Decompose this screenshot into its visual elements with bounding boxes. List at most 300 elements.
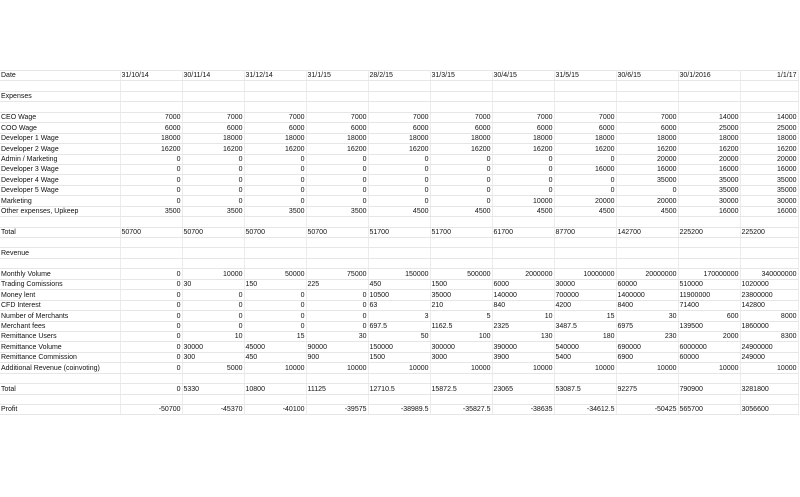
table-cell[interactable]: [492, 133, 554, 143]
table-cell[interactable]: [554, 269, 616, 279]
table-cell[interactable]: [554, 352, 616, 362]
table-cell[interactable]: [616, 342, 678, 352]
table-cell[interactable]: [182, 71, 244, 81]
table-cell[interactable]: [430, 300, 492, 310]
table-cell[interactable]: [368, 384, 430, 394]
table-cell[interactable]: [368, 321, 430, 331]
table-cell[interactable]: [244, 290, 306, 300]
table-cell[interactable]: [740, 405, 798, 415]
table-cell[interactable]: [120, 248, 182, 258]
table-cell[interactable]: [554, 175, 616, 185]
row-label-cell[interactable]: Developer 4 Wage: [0, 175, 120, 185]
table-cell[interactable]: [616, 258, 678, 268]
table-cell[interactable]: [554, 373, 616, 383]
table-cell[interactable]: [554, 321, 616, 331]
row-label-cell[interactable]: Admin / Marketing: [0, 154, 120, 164]
table-cell[interactable]: [182, 81, 244, 91]
table-cell[interactable]: [244, 123, 306, 133]
table-cell[interactable]: [120, 321, 182, 331]
table-cell[interactable]: [244, 300, 306, 310]
table-cell[interactable]: [182, 352, 244, 362]
row-label-cell[interactable]: Trading Comissions: [0, 279, 120, 289]
table-cell[interactable]: [492, 258, 554, 268]
table-cell[interactable]: [554, 300, 616, 310]
table-cell[interactable]: [306, 217, 368, 227]
table-cell[interactable]: [616, 144, 678, 154]
table-cell[interactable]: [678, 352, 740, 362]
table-cell[interactable]: [306, 311, 368, 321]
row-label-cell[interactable]: [0, 258, 120, 268]
table-cell[interactable]: [244, 269, 306, 279]
row-label-cell[interactable]: [0, 217, 120, 227]
table-cell[interactable]: [368, 311, 430, 321]
table-cell[interactable]: [740, 144, 798, 154]
table-cell[interactable]: [616, 71, 678, 81]
row-label-cell[interactable]: Developer 3 Wage: [0, 164, 120, 174]
table-cell[interactable]: [616, 227, 678, 237]
table-cell[interactable]: [492, 102, 554, 112]
table-cell[interactable]: [616, 331, 678, 341]
table-cell[interactable]: [306, 71, 368, 81]
table-cell[interactable]: [740, 311, 798, 321]
row-label-cell[interactable]: Remittance Users: [0, 331, 120, 341]
table-cell[interactable]: [182, 258, 244, 268]
table-cell[interactable]: [306, 405, 368, 415]
table-cell[interactable]: [368, 269, 430, 279]
table-cell[interactable]: [554, 258, 616, 268]
table-cell[interactable]: [678, 123, 740, 133]
table-cell[interactable]: [554, 91, 616, 101]
table-cell[interactable]: [492, 331, 554, 341]
table-cell[interactable]: [616, 363, 678, 373]
table-cell[interactable]: [120, 112, 182, 122]
table-cell[interactable]: [554, 154, 616, 164]
table-cell[interactable]: [740, 154, 798, 164]
row-label-cell[interactable]: Merchant fees: [0, 321, 120, 331]
row-label-cell[interactable]: Developer 2 Wage: [0, 144, 120, 154]
table-cell[interactable]: [492, 290, 554, 300]
table-cell[interactable]: [492, 384, 554, 394]
table-cell[interactable]: [368, 363, 430, 373]
table-cell[interactable]: [120, 164, 182, 174]
table-cell[interactable]: [368, 164, 430, 174]
table-cell[interactable]: [368, 217, 430, 227]
table-cell[interactable]: [740, 248, 798, 258]
table-cell[interactable]: [740, 331, 798, 341]
table-cell[interactable]: [244, 112, 306, 122]
table-cell[interactable]: [616, 384, 678, 394]
table-cell[interactable]: [740, 363, 798, 373]
table-cell[interactable]: [740, 175, 798, 185]
row-label-cell[interactable]: Total: [0, 384, 120, 394]
row-label-cell[interactable]: Remittance Volume: [0, 342, 120, 352]
table-cell[interactable]: [554, 363, 616, 373]
table-cell[interactable]: [182, 91, 244, 101]
table-cell[interactable]: [244, 102, 306, 112]
table-cell[interactable]: [492, 206, 554, 216]
table-cell[interactable]: [492, 185, 554, 195]
table-cell[interactable]: [368, 238, 430, 248]
table-cell[interactable]: [182, 144, 244, 154]
table-cell[interactable]: [306, 279, 368, 289]
table-cell[interactable]: [430, 258, 492, 268]
table-cell[interactable]: [678, 175, 740, 185]
table-cell[interactable]: [554, 133, 616, 143]
table-cell[interactable]: [616, 269, 678, 279]
table-cell[interactable]: [306, 154, 368, 164]
table-cell[interactable]: [306, 238, 368, 248]
table-cell[interactable]: [244, 384, 306, 394]
table-cell[interactable]: [120, 227, 182, 237]
table-cell[interactable]: [306, 102, 368, 112]
table-cell[interactable]: [492, 81, 554, 91]
table-cell[interactable]: [430, 91, 492, 101]
table-cell[interactable]: [492, 321, 554, 331]
row-label-cell[interactable]: Total: [0, 227, 120, 237]
table-cell[interactable]: [182, 290, 244, 300]
table-cell[interactable]: [120, 144, 182, 154]
table-cell[interactable]: [368, 394, 430, 404]
table-cell[interactable]: [430, 112, 492, 122]
table-cell[interactable]: [740, 196, 798, 206]
table-cell[interactable]: [616, 81, 678, 91]
row-label-cell[interactable]: Expenses: [0, 91, 120, 101]
table-cell[interactable]: [430, 290, 492, 300]
table-cell[interactable]: [492, 311, 554, 321]
table-cell[interactable]: [244, 91, 306, 101]
table-cell[interactable]: [678, 196, 740, 206]
table-cell[interactable]: [554, 217, 616, 227]
table-cell[interactable]: [244, 342, 306, 352]
table-cell[interactable]: [368, 290, 430, 300]
table-cell[interactable]: [678, 91, 740, 101]
table-cell[interactable]: [306, 373, 368, 383]
table-cell[interactable]: [182, 331, 244, 341]
table-cell[interactable]: [616, 175, 678, 185]
table-cell[interactable]: [306, 144, 368, 154]
table-cell[interactable]: [554, 279, 616, 289]
table-cell[interactable]: [120, 352, 182, 362]
table-cell[interactable]: [430, 71, 492, 81]
table-cell[interactable]: [554, 248, 616, 258]
table-cell[interactable]: [120, 269, 182, 279]
table-cell[interactable]: [554, 206, 616, 216]
table-cell[interactable]: [740, 227, 798, 237]
table-cell[interactable]: [244, 394, 306, 404]
table-cell[interactable]: [430, 164, 492, 174]
table-cell[interactable]: [616, 373, 678, 383]
table-cell[interactable]: [430, 352, 492, 362]
table-cell[interactable]: [182, 133, 244, 143]
table-cell[interactable]: [740, 185, 798, 195]
table-cell[interactable]: [678, 238, 740, 248]
row-label-cell[interactable]: Marketing: [0, 196, 120, 206]
table-cell[interactable]: [492, 144, 554, 154]
table-cell[interactable]: [492, 269, 554, 279]
table-cell[interactable]: [678, 217, 740, 227]
table-cell[interactable]: [182, 300, 244, 310]
row-label-cell[interactable]: Remittance Commission: [0, 352, 120, 362]
table-cell[interactable]: [678, 342, 740, 352]
table-cell[interactable]: [182, 164, 244, 174]
table-cell[interactable]: [740, 279, 798, 289]
table-cell[interactable]: [492, 175, 554, 185]
table-cell[interactable]: [616, 352, 678, 362]
table-cell[interactable]: [244, 196, 306, 206]
table-cell[interactable]: [244, 311, 306, 321]
table-cell[interactable]: [492, 196, 554, 206]
table-cell[interactable]: [120, 102, 182, 112]
row-label-cell[interactable]: COO Wage: [0, 123, 120, 133]
table-cell[interactable]: [554, 71, 616, 81]
table-cell[interactable]: [616, 238, 678, 248]
table-cell[interactable]: [368, 227, 430, 237]
row-label-cell[interactable]: Date: [0, 71, 120, 81]
table-cell[interactable]: [616, 112, 678, 122]
table-cell[interactable]: [120, 279, 182, 289]
table-cell[interactable]: [492, 123, 554, 133]
table-cell[interactable]: [120, 373, 182, 383]
table-cell[interactable]: [554, 81, 616, 91]
table-cell[interactable]: [244, 363, 306, 373]
table-cell[interactable]: [554, 238, 616, 248]
table-cell[interactable]: [740, 133, 798, 143]
table-cell[interactable]: [120, 185, 182, 195]
table-cell[interactable]: [244, 321, 306, 331]
table-cell[interactable]: [182, 384, 244, 394]
table-cell[interactable]: [678, 394, 740, 404]
table-cell[interactable]: [492, 248, 554, 258]
table-cell[interactable]: [306, 394, 368, 404]
row-label-cell[interactable]: Developer 5 Wage: [0, 185, 120, 195]
table-cell[interactable]: [492, 394, 554, 404]
table-cell[interactable]: [740, 238, 798, 248]
row-label-cell[interactable]: Money lent: [0, 290, 120, 300]
row-label-cell[interactable]: Developer 1 Wage: [0, 133, 120, 143]
table-cell[interactable]: [368, 405, 430, 415]
table-cell[interactable]: [678, 331, 740, 341]
table-cell[interactable]: [554, 185, 616, 195]
row-label-cell[interactable]: Additional Revenue (coinvoting): [0, 363, 120, 373]
table-cell[interactable]: [740, 71, 798, 81]
table-cell[interactable]: [120, 154, 182, 164]
table-cell[interactable]: [368, 331, 430, 341]
table-cell[interactable]: [492, 71, 554, 81]
table-cell[interactable]: [430, 81, 492, 91]
table-cell[interactable]: [492, 405, 554, 415]
table-cell[interactable]: [616, 290, 678, 300]
row-label-cell[interactable]: [0, 373, 120, 383]
table-cell[interactable]: [678, 206, 740, 216]
table-cell[interactable]: [616, 217, 678, 227]
table-cell[interactable]: [244, 279, 306, 289]
table-cell[interactable]: [740, 384, 798, 394]
table-cell[interactable]: [554, 405, 616, 415]
row-label-cell[interactable]: CFD Interest: [0, 300, 120, 310]
table-cell[interactable]: [306, 185, 368, 195]
table-cell[interactable]: [182, 227, 244, 237]
table-cell[interactable]: [554, 102, 616, 112]
table-cell[interactable]: [368, 133, 430, 143]
table-cell[interactable]: [678, 154, 740, 164]
table-cell[interactable]: [244, 164, 306, 174]
table-cell[interactable]: [182, 321, 244, 331]
table-cell[interactable]: [492, 238, 554, 248]
table-cell[interactable]: [740, 112, 798, 122]
table-cell[interactable]: [306, 258, 368, 268]
table-cell[interactable]: [182, 102, 244, 112]
row-label-cell[interactable]: [0, 394, 120, 404]
table-cell[interactable]: [616, 321, 678, 331]
table-cell[interactable]: [120, 196, 182, 206]
table-cell[interactable]: [368, 81, 430, 91]
table-cell[interactable]: [368, 71, 430, 81]
table-cell[interactable]: [740, 342, 798, 352]
table-cell[interactable]: [368, 352, 430, 362]
table-cell[interactable]: [678, 185, 740, 195]
table-cell[interactable]: [430, 123, 492, 133]
table-cell[interactable]: [244, 352, 306, 362]
table-cell[interactable]: [244, 248, 306, 258]
table-cell[interactable]: [306, 175, 368, 185]
table-cell[interactable]: [368, 248, 430, 258]
table-cell[interactable]: [740, 258, 798, 268]
table-cell[interactable]: [368, 175, 430, 185]
table-cell[interactable]: [492, 112, 554, 122]
table-cell[interactable]: [492, 227, 554, 237]
table-cell[interactable]: [182, 123, 244, 133]
table-cell[interactable]: [616, 311, 678, 321]
table-cell[interactable]: [306, 300, 368, 310]
table-cell[interactable]: [492, 91, 554, 101]
table-cell[interactable]: [492, 342, 554, 352]
table-cell[interactable]: [554, 394, 616, 404]
table-cell[interactable]: [430, 373, 492, 383]
table-cell[interactable]: [244, 81, 306, 91]
table-cell[interactable]: [244, 373, 306, 383]
row-label-cell[interactable]: Monthly Volume: [0, 269, 120, 279]
row-label-cell[interactable]: Revenue: [0, 248, 120, 258]
table-cell[interactable]: [430, 217, 492, 227]
table-cell[interactable]: [368, 258, 430, 268]
table-cell[interactable]: [678, 384, 740, 394]
table-cell[interactable]: [182, 279, 244, 289]
table-cell[interactable]: [492, 363, 554, 373]
table-cell[interactable]: [430, 175, 492, 185]
table-cell[interactable]: [678, 279, 740, 289]
row-label-cell[interactable]: [0, 81, 120, 91]
table-cell[interactable]: [740, 394, 798, 404]
table-cell[interactable]: [368, 279, 430, 289]
table-cell[interactable]: [430, 405, 492, 415]
table-cell[interactable]: [244, 331, 306, 341]
table-cell[interactable]: [182, 405, 244, 415]
table-cell[interactable]: [120, 342, 182, 352]
table-cell[interactable]: [368, 123, 430, 133]
table-cell[interactable]: [616, 279, 678, 289]
table-cell[interactable]: [430, 321, 492, 331]
table-cell[interactable]: [678, 248, 740, 258]
table-cell[interactable]: [182, 112, 244, 122]
table-cell[interactable]: [182, 269, 244, 279]
table-cell[interactable]: [554, 311, 616, 321]
table-cell[interactable]: [554, 144, 616, 154]
table-cell[interactable]: [120, 175, 182, 185]
table-cell[interactable]: [430, 248, 492, 258]
table-cell[interactable]: [430, 227, 492, 237]
table-cell[interactable]: [678, 144, 740, 154]
table-cell[interactable]: [244, 154, 306, 164]
table-cell[interactable]: [430, 394, 492, 404]
row-label-cell[interactable]: CEO Wage: [0, 112, 120, 122]
table-cell[interactable]: [244, 238, 306, 248]
table-cell[interactable]: [492, 164, 554, 174]
table-cell[interactable]: [120, 133, 182, 143]
table-cell[interactable]: [492, 279, 554, 289]
table-cell[interactable]: [368, 196, 430, 206]
table-cell[interactable]: [306, 206, 368, 216]
table-cell[interactable]: [306, 91, 368, 101]
table-cell[interactable]: [740, 102, 798, 112]
table-cell[interactable]: [182, 394, 244, 404]
table-cell[interactable]: [678, 405, 740, 415]
table-cell[interactable]: [678, 227, 740, 237]
table-cell[interactable]: [430, 206, 492, 216]
table-cell[interactable]: [616, 206, 678, 216]
table-cell[interactable]: [740, 321, 798, 331]
table-cell[interactable]: [554, 342, 616, 352]
table-cell[interactable]: [678, 258, 740, 268]
table-cell[interactable]: [678, 112, 740, 122]
table-cell[interactable]: [244, 258, 306, 268]
table-cell[interactable]: [368, 102, 430, 112]
table-cell[interactable]: [492, 352, 554, 362]
table-cell[interactable]: [678, 321, 740, 331]
table-cell[interactable]: [120, 290, 182, 300]
table-cell[interactable]: [306, 123, 368, 133]
table-cell[interactable]: [678, 133, 740, 143]
table-cell[interactable]: [368, 373, 430, 383]
table-cell[interactable]: [616, 154, 678, 164]
table-cell[interactable]: [678, 164, 740, 174]
table-cell[interactable]: [554, 290, 616, 300]
table-cell[interactable]: [182, 238, 244, 248]
table-cell[interactable]: [616, 394, 678, 404]
table-cell[interactable]: [678, 81, 740, 91]
table-cell[interactable]: [182, 196, 244, 206]
table-cell[interactable]: [182, 185, 244, 195]
table-cell[interactable]: [740, 206, 798, 216]
table-cell[interactable]: [120, 384, 182, 394]
table-cell[interactable]: [554, 112, 616, 122]
row-label-cell[interactable]: Number of Merchants: [0, 311, 120, 321]
table-cell[interactable]: [430, 269, 492, 279]
table-cell[interactable]: [306, 196, 368, 206]
table-cell[interactable]: [182, 206, 244, 216]
table-cell[interactable]: [430, 363, 492, 373]
table-cell[interactable]: [492, 217, 554, 227]
table-cell[interactable]: [120, 81, 182, 91]
table-cell[interactable]: [554, 164, 616, 174]
table-cell[interactable]: [182, 311, 244, 321]
table-cell[interactable]: [740, 91, 798, 101]
table-cell[interactable]: [244, 144, 306, 154]
table-cell[interactable]: [306, 363, 368, 373]
table-cell[interactable]: [678, 102, 740, 112]
table-cell[interactable]: [616, 133, 678, 143]
table-cell[interactable]: [492, 300, 554, 310]
table-cell[interactable]: [244, 206, 306, 216]
